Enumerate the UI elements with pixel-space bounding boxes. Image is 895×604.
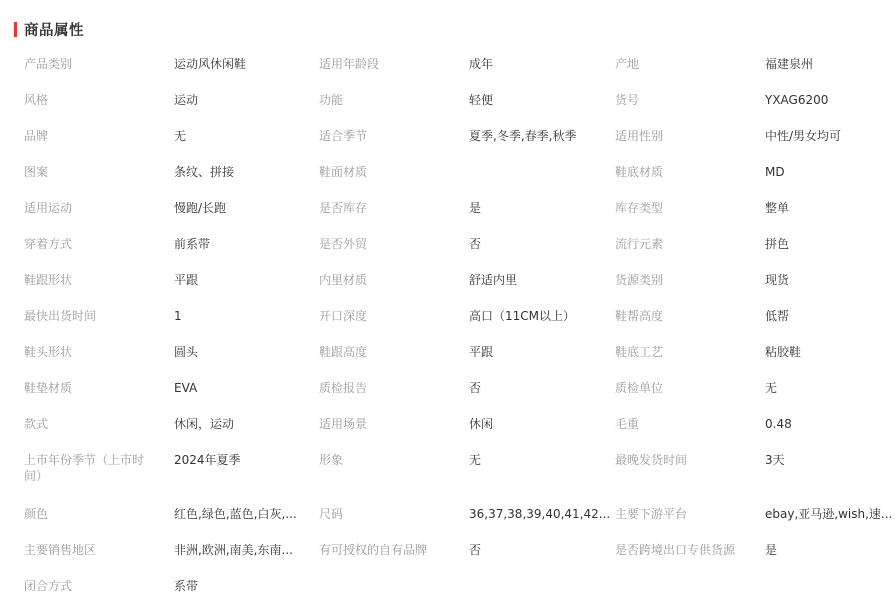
attribute-row xyxy=(24,370,894,406)
attribute-value: 舒适内里 xyxy=(469,273,518,287)
attribute-label: 适用年龄段 xyxy=(319,57,380,71)
attribute-row xyxy=(24,496,894,532)
attribute-label: 库存类型 xyxy=(615,201,664,215)
attribute-label: 开口深度 xyxy=(319,309,368,323)
attribute-label: 图案 xyxy=(24,165,49,179)
attribute-row xyxy=(24,568,894,604)
attribute-row xyxy=(24,190,894,226)
attribute-value: 圆头 xyxy=(174,345,199,359)
attribute-value: 慢跑/长跑 xyxy=(174,201,227,215)
attribute-label: 主要销售地区 xyxy=(24,543,97,557)
section-title: 商品属性 xyxy=(24,22,84,39)
attribute-label: 适用场景 xyxy=(319,417,368,431)
attribute-label: 品牌 xyxy=(24,129,49,143)
attribute-label: 鞋底工艺 xyxy=(615,345,664,359)
attribute-value: 中性/男女均可 xyxy=(765,129,842,143)
attribute-value: 条纹、拼接 xyxy=(174,165,235,179)
attribute-row xyxy=(24,46,894,82)
attribute-label: 质检报告 xyxy=(319,381,368,395)
attribute-label: 穿着方式 xyxy=(24,237,73,251)
attribute-table xyxy=(24,46,894,604)
section-header xyxy=(14,19,84,39)
attribute-label: 最晚发货时间 xyxy=(615,453,688,467)
attribute-value: 粘胶鞋 xyxy=(765,345,802,359)
attribute-row xyxy=(24,82,894,118)
attribute-row xyxy=(24,154,894,190)
attribute-label: 质检单位 xyxy=(615,381,664,395)
attribute-value: 轻便 xyxy=(469,93,494,107)
attribute-label: 颜色 xyxy=(24,507,49,521)
attribute-value: 休闲 xyxy=(469,417,494,431)
attribute-value: 无 xyxy=(174,129,187,143)
attribute-value: 1 xyxy=(174,309,182,323)
attribute-label: 是否库存 xyxy=(319,201,368,215)
attribute-row xyxy=(24,334,894,370)
attribute-label: 风格 xyxy=(24,93,49,107)
accent-bar xyxy=(14,22,17,37)
attribute-label: 主要下游平台 xyxy=(615,507,688,521)
attribute-value: 福建泉州 xyxy=(765,57,814,71)
attribute-label: 内里材质 xyxy=(319,273,368,287)
attribute-label: 鞋头形状 xyxy=(24,345,73,359)
attribute-label: 货源类别 xyxy=(615,273,664,287)
attribute-value: 0.48 xyxy=(765,417,792,431)
attribute-label: 鞋跟高度 xyxy=(319,345,368,359)
attribute-value: MD xyxy=(765,165,785,179)
attribute-value: 平跟 xyxy=(469,345,494,359)
attribute-value: 夏季,冬季,春季,秋季 xyxy=(469,129,577,143)
attribute-label: 适用性别 xyxy=(615,129,664,143)
attribute-value: 3天 xyxy=(765,453,785,467)
attribute-label: 毛重 xyxy=(615,417,640,431)
attribute-label: 鞋底材质 xyxy=(615,165,664,179)
attribute-label: 产品类别 xyxy=(24,57,73,71)
attribute-row xyxy=(24,262,894,298)
attribute-value: YXAG6200 xyxy=(765,93,829,107)
attribute-value: 是 xyxy=(765,543,778,557)
attribute-value: EVA xyxy=(174,381,198,395)
attribute-label: 鞋跟形状 xyxy=(24,273,73,287)
attribute-label: 形象 xyxy=(319,453,344,467)
attribute-label: 是否外贸 xyxy=(319,237,368,251)
attribute-row xyxy=(24,442,894,496)
attribute-label: 流行元素 xyxy=(615,237,664,251)
attribute-value: 无 xyxy=(469,453,482,467)
attribute-label: 有可授权的自有品牌 xyxy=(319,543,428,557)
attribute-label: 鞋垫材质 xyxy=(24,381,73,395)
attribute-value: 低帮 xyxy=(765,309,790,323)
attribute-label: 尺码 xyxy=(319,507,344,521)
attribute-value: 否 xyxy=(469,237,482,251)
attribute-value: 成年 xyxy=(469,57,494,71)
attribute-row xyxy=(24,532,894,568)
attribute-value: 系带 xyxy=(174,579,199,593)
attribute-value: 2024年夏季 xyxy=(174,453,241,467)
attribute-value: 整单 xyxy=(765,201,790,215)
attribute-value: 前系带 xyxy=(174,237,211,251)
attribute-row xyxy=(24,226,894,262)
attribute-value: 否 xyxy=(469,543,482,557)
attribute-row xyxy=(24,406,894,442)
attribute-value: 现货 xyxy=(765,273,790,287)
attribute-value: 非洲,欧洲,南美,东南... xyxy=(174,543,293,557)
attribute-label: 闭合方式 xyxy=(24,579,73,593)
attribute-value: 高口（11CM以上） xyxy=(469,309,576,323)
attribute-value: 运动 xyxy=(174,93,199,107)
attribute-label: 最快出货时间 xyxy=(24,309,97,323)
attribute-value: 36,37,38,39,40,41,42... xyxy=(469,507,611,521)
attribute-value: 红色,绿色,蓝色,白灰,... xyxy=(174,507,297,521)
attribute-value: 是 xyxy=(469,201,482,215)
attribute-label: 适用运动 xyxy=(24,201,73,215)
attribute-value: ebay,亚马逊,wish,速... xyxy=(765,507,893,521)
attribute-label: 是否跨境出口专供货源 xyxy=(615,543,736,557)
attribute-label: 款式 xyxy=(24,417,49,431)
attribute-label: 货号 xyxy=(615,93,640,107)
attribute-label: 功能 xyxy=(319,93,344,107)
attribute-label: 上市年份季节（上市时间） xyxy=(24,453,145,483)
attribute-label: 适合季节 xyxy=(319,129,368,143)
attribute-label: 产地 xyxy=(615,57,640,71)
attribute-value: 平跟 xyxy=(174,273,199,287)
attribute-value: 休闲，运动 xyxy=(174,417,235,431)
attribute-label: 鞋面材质 xyxy=(319,165,368,179)
attribute-value: 无 xyxy=(765,381,778,395)
attribute-value: 运动风休闲鞋 xyxy=(174,57,247,71)
attribute-value: 拼色 xyxy=(765,237,790,251)
attribute-label: 鞋帮高度 xyxy=(615,309,664,323)
attribute-row xyxy=(24,298,894,334)
attribute-value: 否 xyxy=(469,381,482,395)
attribute-row xyxy=(24,118,894,154)
